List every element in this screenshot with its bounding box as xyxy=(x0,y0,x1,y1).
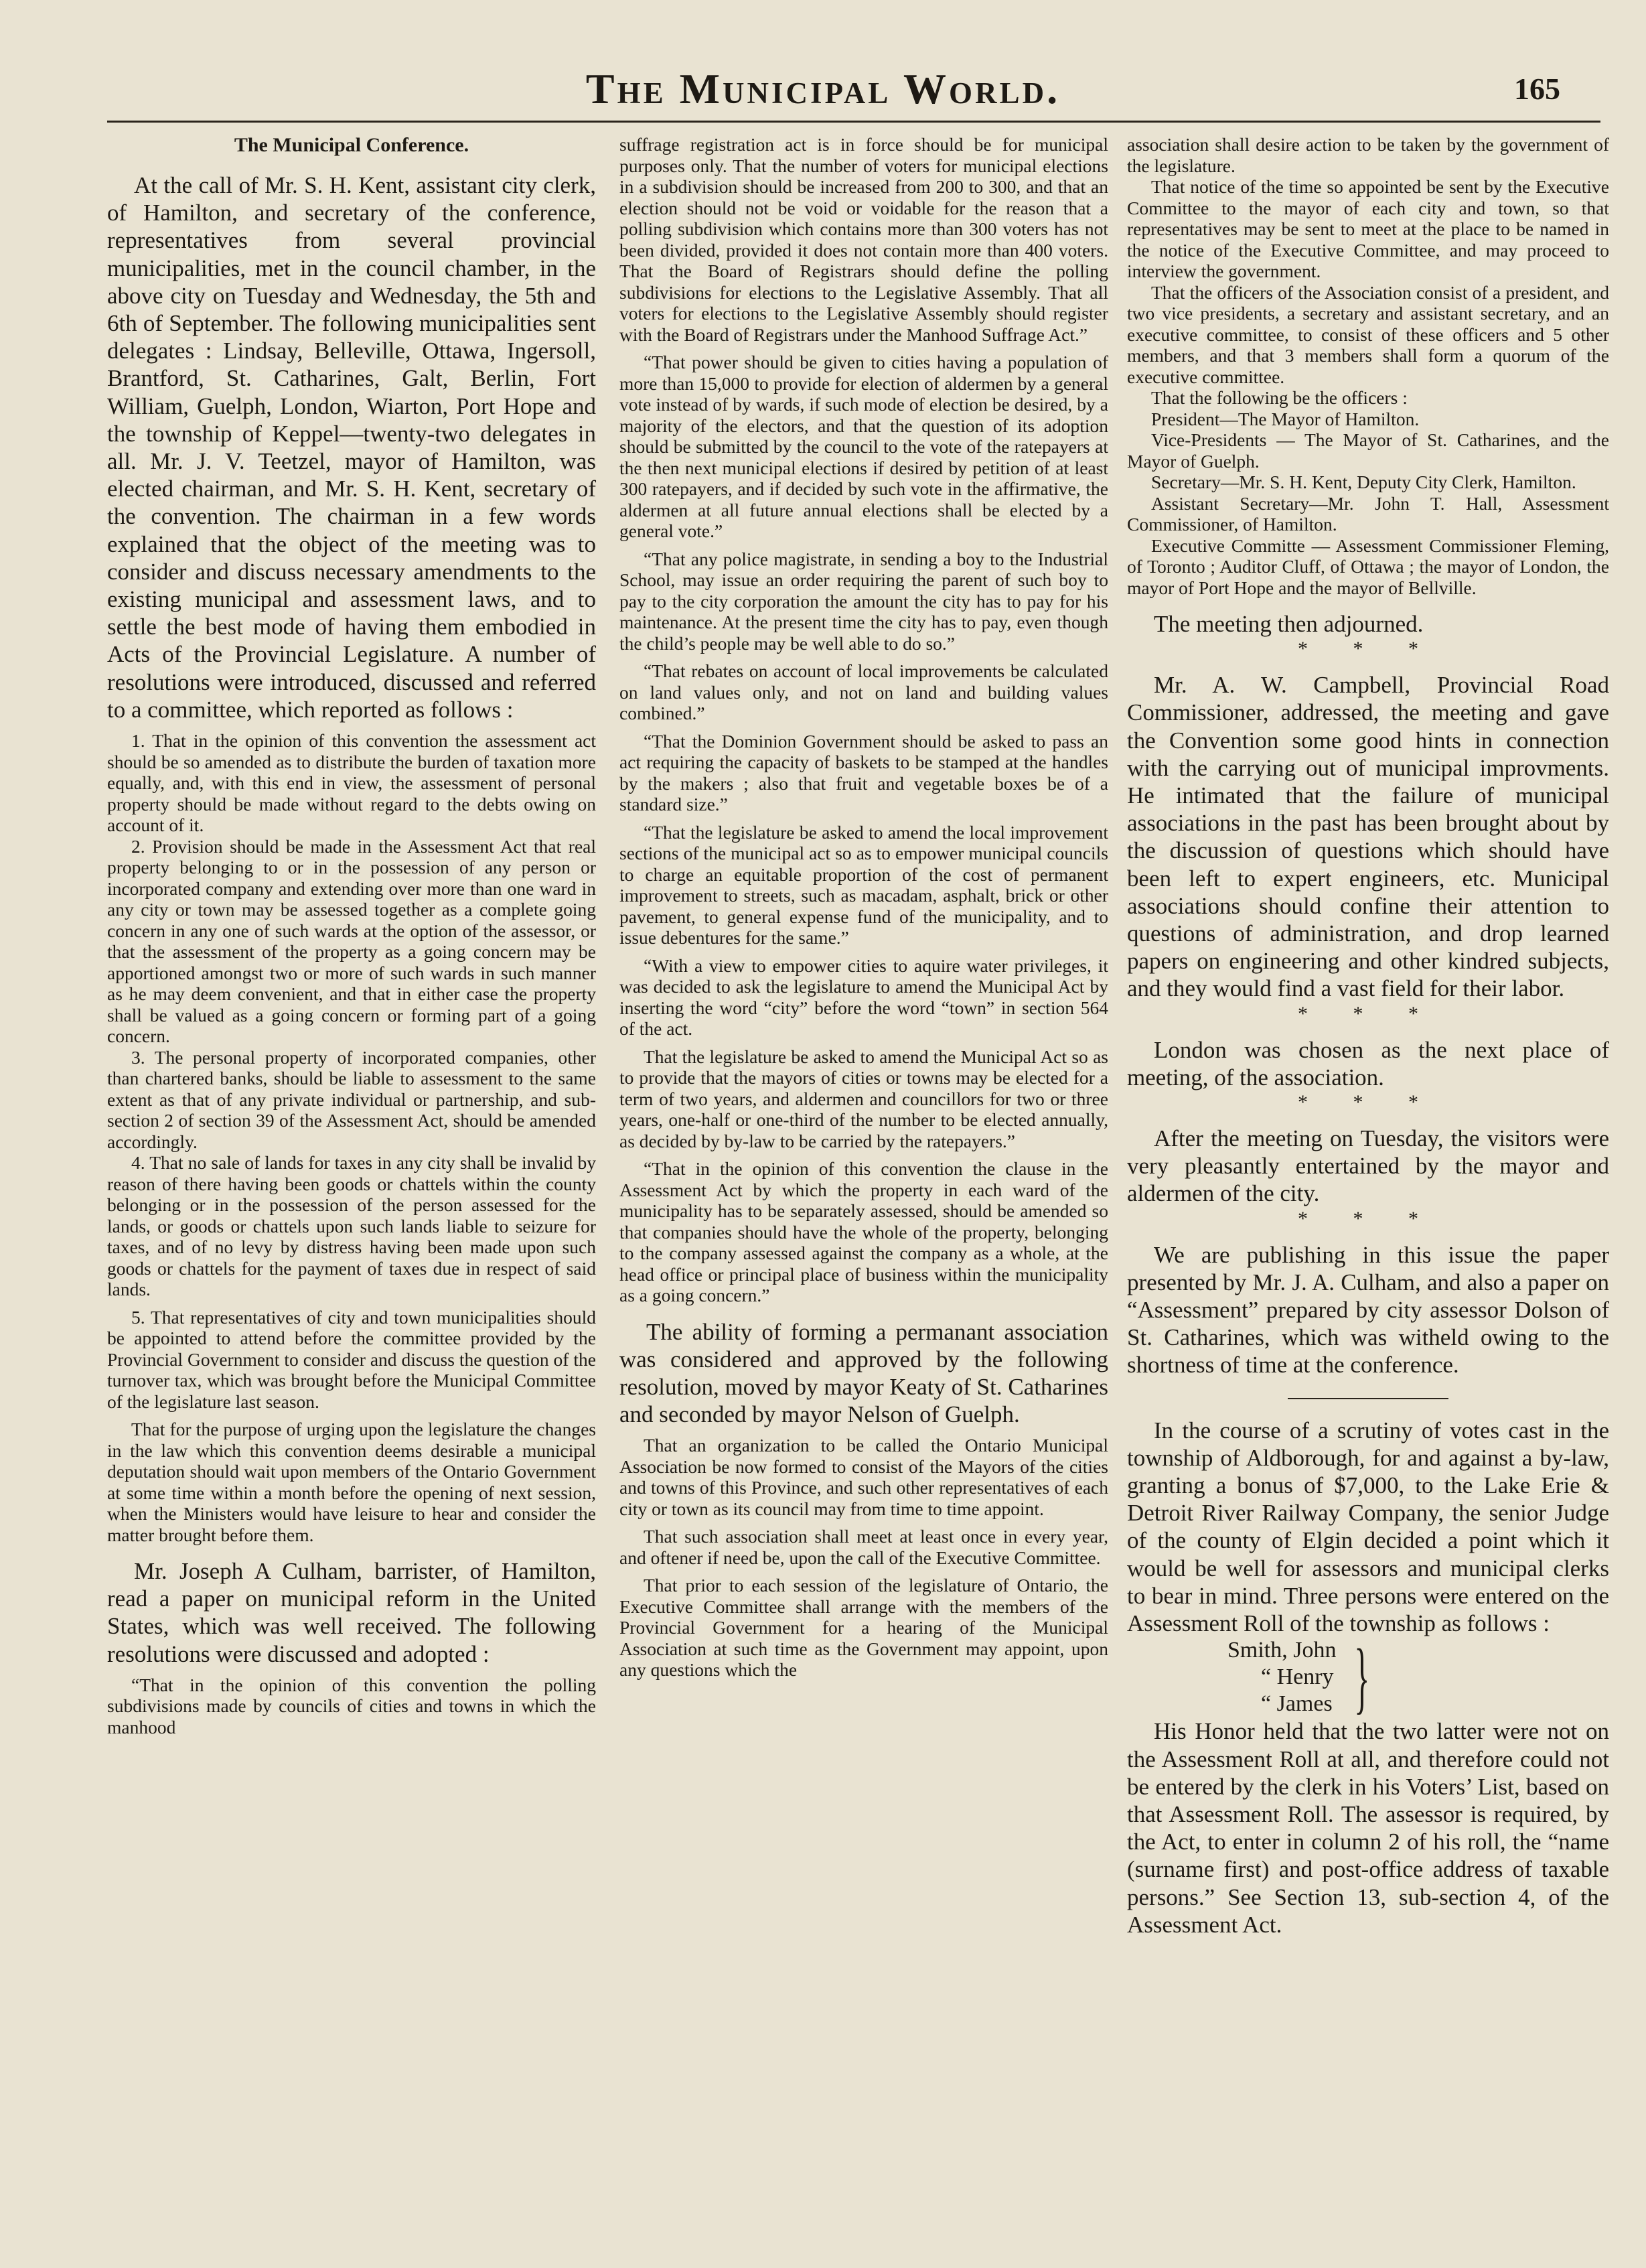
resolution-1: 1. That in the opinion of this convention the assessment act should be so amended as to distribute the burden of taxation more equally, and, with this end in view, the assessment of personal property should be made without regard to the debts owing on account of it. xyxy=(107,730,596,836)
column-3 xyxy=(1127,134,1609,1938)
resolution-4: 4. That no sale of lands for taxes in any city shall be invalid by reason of there having been goods or chattels within the county belonging or in the possession of the person assessed for the lands, or goods or chattels upon such lands liable to seizure for taxes, and of no levy by distress having been made upon such goods or chattels for the payment of taxes due in respect of said lands. xyxy=(107,1152,596,1300)
quote-polling-cont: suffrage registration act is in force should be for municipal purposes only. That the number of voters for municipal elections in a subdivision should be increased from 200 to 300, and that an election should not be void or voidable for the reason that a polling subdivision which contains more than 300 voters has not been divided, provided it does not contain more than 400 voters. That the Board of Registrars should define the polling subdivisions for elections to the Legislative Assembly. That all voters for elections to the Legislative Assembly should register with the Board of Registrars under the Manhood Suffrage Act.” xyxy=(619,134,1108,345)
resolution-deputation: That for the purpose of urging upon the legislature the changes in the law which this convention deems desirable a municipal deputation should wait upon members of the Ontario Government at some time within a month before the opening of next session, when the Ministers would have leisure to hear and consider the matter brought before them. xyxy=(107,1419,596,1545)
officer-secretary: Secretary—Mr. S. H. Kent, Deputy City Clerk, Hamilton. xyxy=(1151,472,1576,492)
section-title: The Municipal Conference. xyxy=(234,134,469,156)
section-stars: * * * xyxy=(1298,638,1438,660)
resolution-2: 2. Provision should be made in the Assessment Act that real property belonging to or in the possession of any person or incorporated company and extending over more than one ward in any city or town may be assessed together as a complete going concern in any one of such wards at the option of the assessor, or that the assessment of the property as a going concern may be apportioned amongst two or more of such wards in such manner as he may deem convenient, and that in either case the property shall be valued as a going concern or forming part of a going concern. xyxy=(107,835,596,1047)
scrutiny-paragraph: In the course of a scrutiny of votes cast in the township of Aldborough, for and against a by-law, granting a bonus of $7,000, to the Lake Erie & Detroit River Railway Company, the senior Judge of the county of Elgin decided a point which it would be well for assessors and municipal clerks to bear in mind. Three persons were entered on the Assessment Roll of the township as follows : xyxy=(1127,1417,1609,1637)
column-1 xyxy=(107,134,596,1738)
name-henry: “ Henry xyxy=(1261,1664,1334,1690)
name-james: “ James xyxy=(1261,1691,1333,1717)
association-paragraph: The ability of forming a permanant association was considered and approved by the following resolution, moved by mayor Keaty of St. Catharines and seconded by mayor Nelson of Guelph. xyxy=(619,1318,1108,1428)
association-resolution-6: That the following be the officers : xyxy=(1151,387,1408,408)
officer-executive-committee: Executive Committe — Assessment Commissioner Fleming, of Toronto ; Auditor Cluff, of Ottawa ; the mayor of London, the mayor of Port Hope and the mayor of Bellville. xyxy=(1127,535,1609,598)
officer-vice-presidents: Vice-Presidents — The Mayor of St. Catharines, and the Mayor of Guelph. xyxy=(1127,429,1609,472)
quote-aldermen-vote: “That power should be given to cities having a population of more than 15,000 to provide for election of aldermen by a general vote instead of by wards, if such mode of election be desired, by a majority of the electors, and that the question of its adoption should be submitted by the council to the vote of the ratepayers at the then next municipal elections if desired by petition of at least 300 ratepayers, and if decided by such vote in the affirmative, the aldermen at all future annual elections shall be elected by a general vote.” xyxy=(619,352,1108,541)
association-resolution-1: That an organization to be called the Ontario Municipal Association be now formed to consist of the Mayors of the cities and towns of this Province, and such other representatives of each city or town as its council may from time to time appoint. xyxy=(619,1435,1108,1519)
london-paragraph: London was chosen as the next place of meeting, of the association. xyxy=(1127,1036,1609,1090)
culham-paragraph: Mr. Joseph A Culham, barrister, of Hamilton, read a paper on municipal reform in the United States, which was well received. The following resolutions were discussed and adopted : xyxy=(107,1558,596,1667)
section-stars: * * * xyxy=(1298,1207,1438,1230)
brace-icon: } xyxy=(1354,1632,1370,1722)
section-divider xyxy=(1288,1398,1448,1399)
quote-water-privileges: “With a view to empower cities to aquire water privileges, it was decided to ask the legislature to amend the Municipal Act by inserting the word “city” before the word “town” in section 564 of the act. xyxy=(619,954,1108,1039)
association-resolution-3-start: That prior to each session of the legislature of Ontario, the Executive Committee shall arrange with the members of the Provincial Government for a hearing of the Municipal Association at such time as the Government may appoint, upon any questions which the xyxy=(619,1575,1108,1681)
association-resolution-2: That such association shall meet at least once in every year, and oftener if need be, upon the call of the Executive Committee. xyxy=(619,1526,1108,1568)
masthead xyxy=(0,64,1646,118)
intro-paragraph: At the call of Mr. S. H. Kent, assistant city clerk, of Hamilton, and secretary of the conference, representatives from several provincial municipalities, met in the council chamber, in the above city on Tuesday and Wednesday, the 5th and 6th of September. The following municipalities sent delegates : Lindsay, Belleville, Ottawa, Ingersoll, Brantford, St. Catharines, Galt, Berlin, Fort William, Guelph, London, Wiarton, Port Hope and the township of Keppel—twenty-two delegates in all. Mr. J. V. Teetzel, mayor of Hamilton, was elected chairman, and Mr. S. H. Kent, secretary of the convention. The chairman in a few words explained that the object of the meeting was to consider and discuss necessary amendments to the existing municipal and assessment laws, and to settle the best mode of having them embodied in Acts of the Provincial Legislature. A number of resolutions were introduced, discussed and referred to a committee, which reported as follows : xyxy=(107,172,596,723)
after-meeting-paragraph: After the meeting on Tuesday, the visitors were very pleasantly entertained by the mayor and aldermen of the city. xyxy=(1127,1125,1609,1207)
section-stars: * * * xyxy=(1298,1091,1438,1114)
officer-assistant-secretary: Assistant Secretary—Mr. John T. Hall, Assessment Commissioner, of Hamilton. xyxy=(1127,492,1609,535)
quote-mayors-term: That the legislature be asked to amend the Municipal Act so as to provide that the mayors of cities or towns may be elected for a term of two years, and aldermen and councillors for two or three years, one-half or one-third of the number to be elected annually, as decided by by-law to be carried by the ratepayers.” xyxy=(619,1046,1108,1151)
association-resolution-4: That notice of the time so appointed be sent by the Executive Committee to the mayor of each city and town, so that representatives may be sent to meet at the place to be named in the notice of the Executive Committee, and may proceed to interview the government. xyxy=(1127,176,1609,281)
quote-rebates: “That rebates on account of local improvements be calculated on land values only, and not on land and building values combined.” xyxy=(619,660,1108,723)
quote-polling-start: “That in the opinion of this convention the polling subdivisions made by councils of cities and towns in which the manhood xyxy=(107,1674,596,1738)
masthead-title: The Municipal World. xyxy=(585,65,1061,113)
quote-ward-assessment: “That in the opinion of this convention the clause in the Assessment Act by which the property in each ward of the municipality has to be separately assessed, should be amended so that companies should have the whole of the property, belonging to the company assessed against the company as a whole, at the head office or principal place of business within the municipality as a going concern.” xyxy=(619,1158,1108,1305)
quote-baskets: “That the Dominion Government should be asked to pass an act requiring the capacity of baskets to be stamped at the handles by the makers ; also that fruit and vegetable boxes be of a standard size.” xyxy=(619,730,1108,814)
association-resolution-3-cont: association shall desire action to be taken by the government of the legislature. xyxy=(1127,134,1609,176)
header-rule xyxy=(107,121,1600,123)
page-number: 165 xyxy=(1514,72,1560,106)
quote-local-improvement: “That the legislature be asked to amend the local improvement sections of the municipal act so as to empower municipal councils to charge an equitable proportion of the cost of permanent improvement to streets, such as macadam, asphalt, brick or other pavement, to general expense fund of the municipality, and to issue debentures for the same.” xyxy=(619,821,1108,948)
resolution-3: 3. The personal property of incorporated companies, other than chartered banks, should be liable to assessment to the same extent as that of any private individual or partnership, and sub-section 2 of section 39 of the Assessment Act, should be amended accordingly. xyxy=(107,1046,596,1152)
column-2 xyxy=(619,134,1108,1681)
association-resolution-5: That the officers of the Association consist of a president, and two vice presidents, a secretary and assistant secretary, and an executive committee, to consist of these officers and 5 other members, and that 3 members shall form a quorum of the executive committee. xyxy=(1127,281,1609,387)
assessment-roll-names xyxy=(1127,1632,1609,1722)
adjourned-paragraph: The meeting then adjourned. xyxy=(1154,611,1424,637)
quote-police-magistrate: “That any police magistrate, in sending a boy to the Industrial School, may issue an order requiring the parent of such boy to pay to the city corporation the amount the city has to pay for his maintenance. At the present time the city has to pay, even though the child’s people may be well able to do so.” xyxy=(619,548,1108,654)
campbell-paragraph: Mr. A. W. Campbell, Provincial Road Commissioner, addressed, the meeting and gave the Convention some good hints in connection with the carrying out of municipal improvments. He intimated that the failure of municipal associations in the past has been brought about by the discussion of questions which should have been left to expert engineers, etc. Municipal associations should confine their attention to questions of administration, and drop learned papers on engineering and other kindred subjects, and they would find a vast field for their labor. xyxy=(1127,672,1609,1002)
resolution-5: 5. That representatives of city and town municipalities should be appointed to attend before the committee provided by the Provincial Government to consider and discuss the question of the turnover tax, which was brought before the Municipal Committee of the legislature last season. xyxy=(107,1306,596,1412)
officer-president: President—The Mayor of Hamilton. xyxy=(1151,408,1420,429)
honor-paragraph: His Honor held that the two latter were not on the Assessment Roll at all, and therefore could not be entered by the clerk in his Voters’ List, based on that Assessment Roll. The assessor is required, by the Act, to enter in column 2 of his roll, the “name (surname first) and post-office address of taxable persons.” See Section 13, sub-section 4, of the Assessment Act. xyxy=(1127,1718,1609,1938)
section-stars: * * * xyxy=(1298,1002,1438,1025)
publishing-paragraph: We are publishing in this issue the paper presented by Mr. J. A. Culham, and also a paper on “Assessment” prepared by city assessor Dolson of St. Catharines, which was witheld owing to the shortness of time at the conference. xyxy=(1127,1241,1609,1378)
name-john: Smith, John xyxy=(1227,1638,1337,1663)
